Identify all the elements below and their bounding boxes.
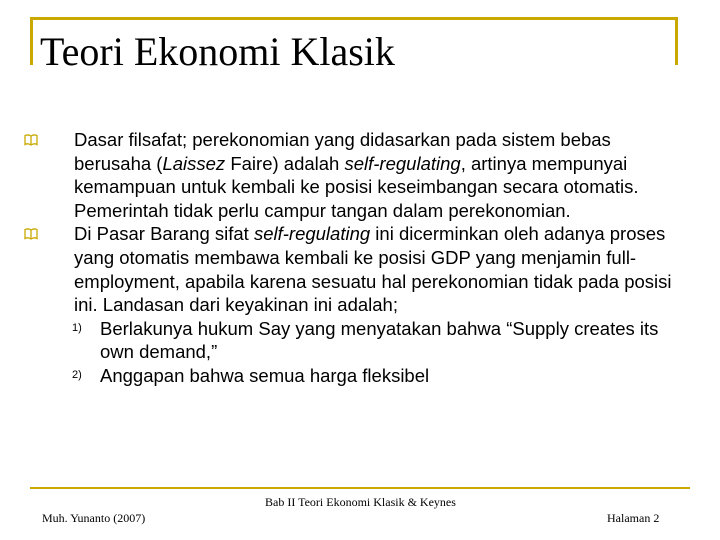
footer-author: Muh. Yunanto (2007) — [42, 511, 146, 525]
slide-title: Teori Ekonomi Klasik — [40, 29, 395, 74]
bullet-text-italic: self-regulating — [253, 223, 371, 245]
bullet-text-italic: self-regulating — [344, 152, 461, 174]
footer-page-number: Halaman 2 — [607, 511, 660, 525]
title-frame-top-rule — [30, 17, 678, 20]
sub-item-text: Anggapan bahwa semua harga fleksibel — [100, 364, 430, 386]
bullet-text-italic: Laissez — [162, 152, 226, 174]
book-icon — [24, 227, 38, 241]
sub-item-number: 2) — [72, 368, 82, 381]
bullet-text: ini dicerminkan oleh adanya proses yang otomatis membawa kembali ke posisi GDP yang menjamin full-employment, apabila karena sesuatu hal perekonomian tidak pada posisi ini. Landasan dari keyakinan ini adalah; — [74, 223, 672, 316]
sub-item-text: Berlakunya hukum Say yang menyatakan bahwa “Supply creates its own demand,” — [100, 317, 659, 363]
footer-chapter: Bab II Teori Ekonomi Klasik & Keynes — [265, 495, 456, 509]
title-frame-left-rule — [30, 17, 33, 65]
bullet-item — [24, 222, 684, 316]
sub-item — [24, 317, 684, 364]
bullet-text: Faire) adalah — [225, 152, 345, 174]
footer-rule — [30, 487, 690, 489]
slide-body — [24, 128, 684, 388]
sub-item-number: 1) — [72, 321, 82, 334]
bullet-text: Di Pasar Barang sifat — [74, 223, 254, 245]
bullet-text: , artinya mempunyai kemampuan untuk kembali ke posisi keseimbangan secara otomatis. Pemerintah tidak perlu campur tangan dalam perekonomian. — [74, 152, 639, 221]
bullet-text: Dasar filsafat; perekonomian yang didasarkan pada sistem bebas berusaha ( — [74, 129, 611, 174]
title-frame-right-rule — [675, 17, 678, 65]
sub-item — [24, 364, 684, 388]
bullet-item — [24, 128, 684, 222]
book-icon — [24, 133, 38, 147]
